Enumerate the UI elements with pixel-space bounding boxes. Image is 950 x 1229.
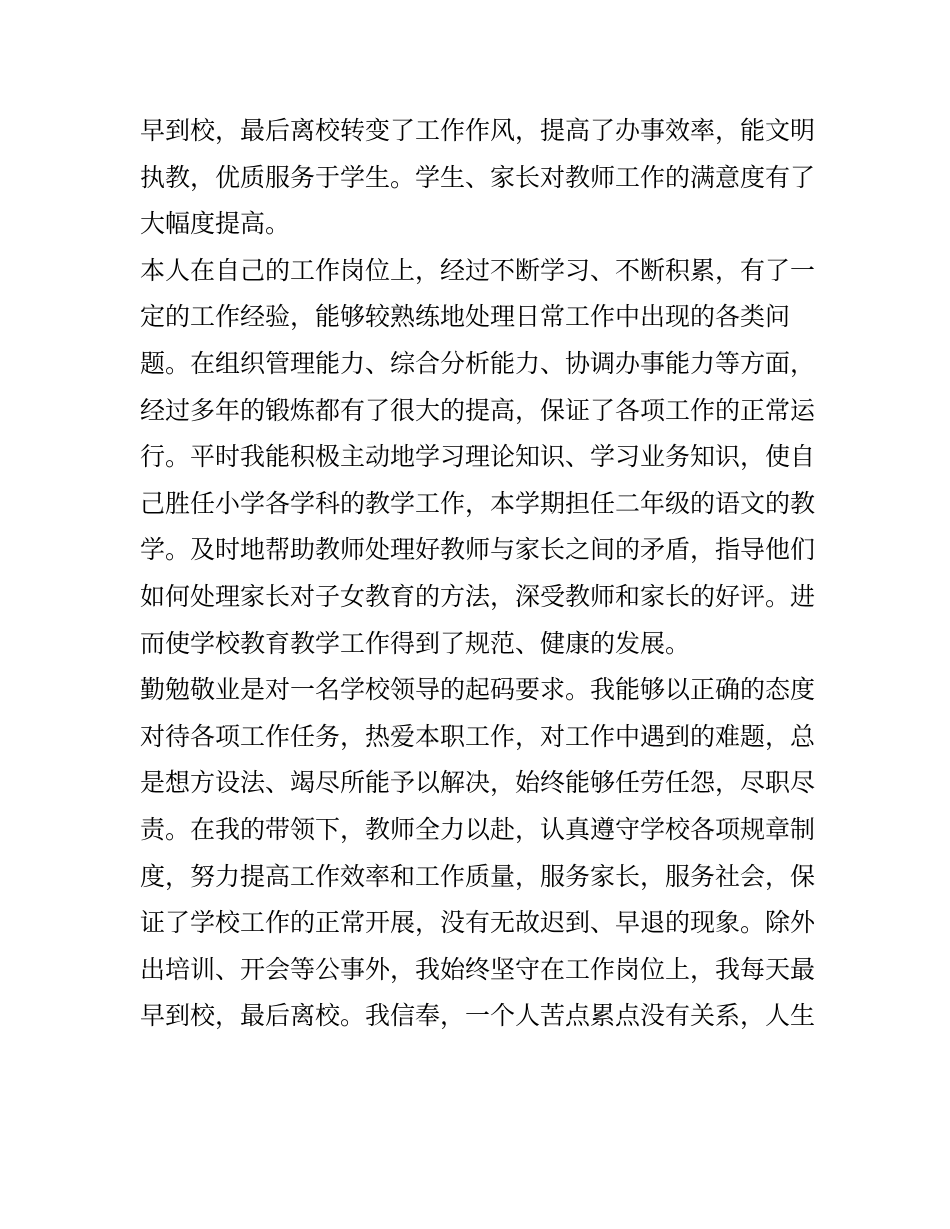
- text-line: 如何处理家长对子女教育的方法，深受教师和家长的好评。进: [140, 581, 816, 611]
- text-line: 本人在自己的工作岗位上，经过不断学习、不断积累，有了一: [140, 255, 816, 285]
- text-line: 勤勉敬业是对一名学校领导的起码要求。我能够以正确的态度: [140, 675, 816, 705]
- text-line: 学。及时地帮助教师处理好教师与家长之间的矛盾，指导他们: [140, 535, 816, 565]
- text-line: 证了学校工作的正常开展，没有无故迟到、早退的现象。除外: [140, 908, 816, 938]
- text-line: 大幅度提高。: [140, 209, 291, 239]
- text-line: 行。平时我能积极主动地学习理论知识、学习业务知识，使自: [140, 442, 816, 472]
- text-line: 题。在组织管理能力、综合分析能力、协调办事能力等方面，: [140, 348, 816, 378]
- text-line: 而使学校教育教学工作得到了规范、健康的发展。: [140, 628, 691, 658]
- text-line: 是想方设法、竭尽所能予以解决，始终能够任劳任怨，尽职尽: [140, 768, 816, 798]
- text-line: 度，努力提高工作效率和工作质量，服务家长，服务社会，保: [140, 861, 816, 891]
- text-line: 早到校，最后离校转变了工作作风，提高了办事效率，能文明: [140, 116, 816, 145]
- body-text: [140, 108, 820, 1040]
- text-line: 执教，优质服务于学生。学生、家长对教师工作的满意度有了: [140, 162, 816, 192]
- text-line: 己胜任小学各学科的教学工作，本学期担任二年级的语文的教: [140, 488, 816, 518]
- text-line: 责。在我的带领下，教师全力以赴，认真遵守学校各项规章制: [140, 814, 816, 844]
- text-line: 定的工作经验，能够较熟练地处理日常工作中出现的各类问: [140, 302, 791, 332]
- text-line: 出培训、开会等公事外，我始终坚守在工作岗位上，我每天最: [140, 954, 816, 984]
- text-line: 早到校，最后离校。我信奉，一个人苦点累点没有关系，人生: [140, 1001, 816, 1031]
- text-line: 经过多年的锻炼都有了很大的提高，保证了各项工作的正常运: [140, 395, 816, 425]
- text-line: 对待各项工作任务，热爱本职工作，对工作中遇到的难题，总: [140, 721, 816, 751]
